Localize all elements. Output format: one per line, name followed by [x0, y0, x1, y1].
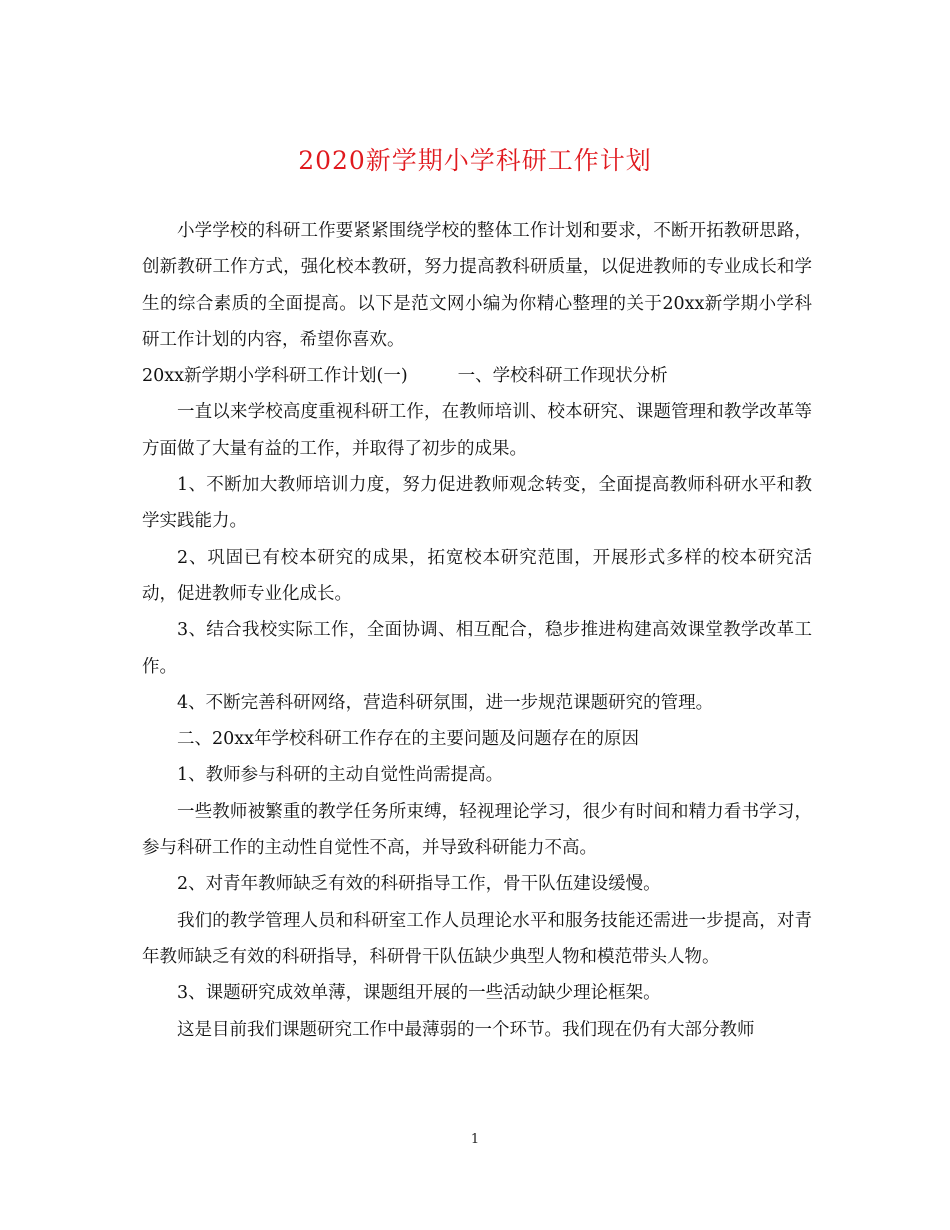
page-number: 1 — [470, 1132, 480, 1147]
paragraph: 一直以来学校高度重视科研工作，在教师培训、校本研究、课题管理和教学改革等方面做了大量有益的工作，并取得了初步的成果。 — [142, 402, 812, 459]
document-body — [142, 213, 812, 1048]
list-item: 2、巩固已有校本研究的成果，拓宽校本研究范围，开展形式多样的校本研究活动，促进教师专业化成长。 — [142, 547, 812, 604]
list-item: 3、结合我校实际工作，全面协调、相互配合，稳步推进构建高效课堂教学改革工作。 — [142, 620, 812, 677]
problem-heading: 1、教师参与科研的主动自觉性尚需提高。 — [177, 765, 504, 786]
document-title: 2020新学期小学科研工作计划 — [298, 146, 652, 175]
plan-subtitle: 20xx新学期小学科研工作计划(一) — [142, 366, 408, 387]
paragraph: 我们的教学管理人员和科研室工作人员理论水平和服务技能还需进一步提高，对青年教师缺乏有效的科研指导，科研骨干队伍缺少典型人物和模范带头人物。 — [142, 910, 812, 967]
list-item: 4、不断完善科研网络，营造科研氛围，进一步规范课题研究的管理。 — [177, 692, 714, 713]
paragraph: 这是目前我们课题研究工作中最薄弱的一个环节。我们现在仍有大部分教师 — [177, 1019, 755, 1040]
paragraph: 一些教师被繁重的教学任务所束缚，轻视理论学习，很少有时间和精力看书学习，参与科研工作的主动性自觉性不高，并导致科研能力不高。 — [142, 801, 812, 859]
list-item: 1、不断加大教师培训力度，努力促进教师观念转变，全面提高教师科研水平和教学实践能力。 — [142, 475, 812, 532]
intro-paragraph: 小学学校的科研工作要紧紧围绕学校的整体工作计划和要求，不断开拓教研思路，创新教研工作方式，强化校本教研，努力提高教科研质量，以促进教师的专业成长和学生的综合素质的全面提高。以下是范文网小编为你精心整理的关于20xx新学期小学科研工作计划的内容，希望你喜欢。 — [142, 221, 812, 350]
section-heading-1: 一、学校科研工作现状分析 — [457, 366, 668, 387]
section-heading-2: 二、20xx年学校科研工作存在的主要问题及问题存在的原因 — [177, 729, 640, 750]
problem-heading: 2、对青年教师缺乏有效的科研指导工作，骨干队伍建设缓慢。 — [177, 874, 661, 895]
section-heading-line — [142, 358, 812, 394]
problem-heading: 3、课题研究成效单薄，课题组开展的一些活动缺少理论框架。 — [177, 983, 661, 1004]
